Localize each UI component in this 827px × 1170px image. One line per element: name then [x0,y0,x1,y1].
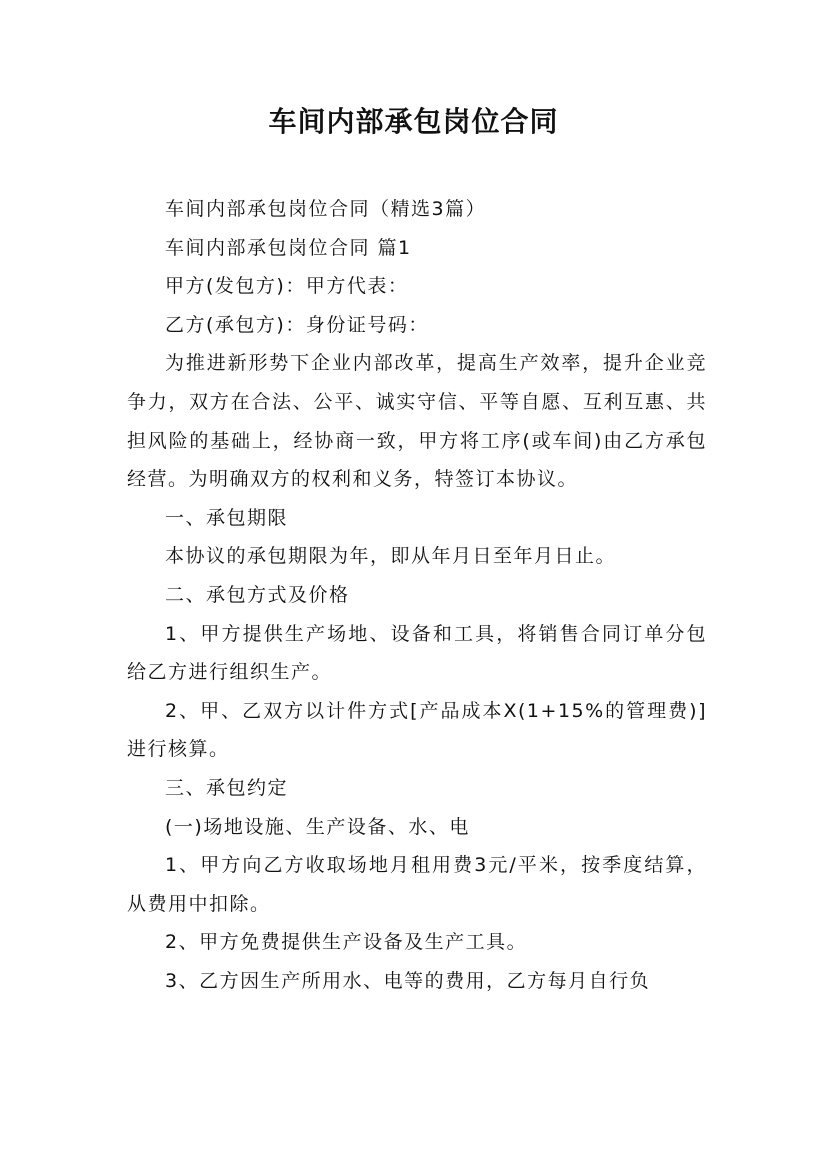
section-heading-method-price: 二、承包方式及价格 [165,583,350,606]
paragraph-term: 本协议的承包期限为年，即从年月日至年月日止。 [165,545,617,568]
paragraph-clause-3-1: 1、甲方向乙方收取场地月租用费3元/平米，按季度结算，从费用中扣除。 [127,854,707,915]
document-body [127,190,707,1000]
subsection-heading-facilities: (一)场地设施、生产设备、水、电 [165,815,470,838]
paragraph-preamble: 为推进新形势下企业内部改革，提高生产效率，提升企业竞争力，双方在合法、公平、诚实守信、平等自愿、互利互惠、共担风险的基础上，经协商一致，甲方将工序(或车间)由乙方承包经营。为明确双方的权利和义务，特签订本协议。 [127,352,707,491]
paragraph-clause-3-2: 2、甲方免费提供生产设备及生产工具。 [165,931,528,954]
paragraph-clause-3-3: 3、乙方因生产所用水、电等的费用，乙方每月自行负 [165,969,651,992]
paragraph-clause-2-1: 1、甲方提供生产场地、设备和工具，将销售合同订单分包给乙方进行组织生产。 [127,622,707,684]
paragraph-party-b: 乙方(承包方)：身份证号码： [165,313,429,336]
paragraph-subtitle: 车间内部承包岗位合同（精选3篇） [165,198,487,220]
paragraph-party-a: 甲方(发包方)：甲方代表： [165,275,409,298]
paragraph-part-heading: 车间内部承包岗位合同 篇1 [165,236,412,259]
paragraph-clause-2-2: 2、甲、乙双方以计件方式[产品成本X(1+15%的管理费)]进行核算。 [127,699,707,761]
section-heading-agreement: 三、承包约定 [165,776,289,799]
document-title: 车间内部承包岗位合同 [268,105,559,138]
section-heading-term: 一、承包期限 [165,506,289,529]
